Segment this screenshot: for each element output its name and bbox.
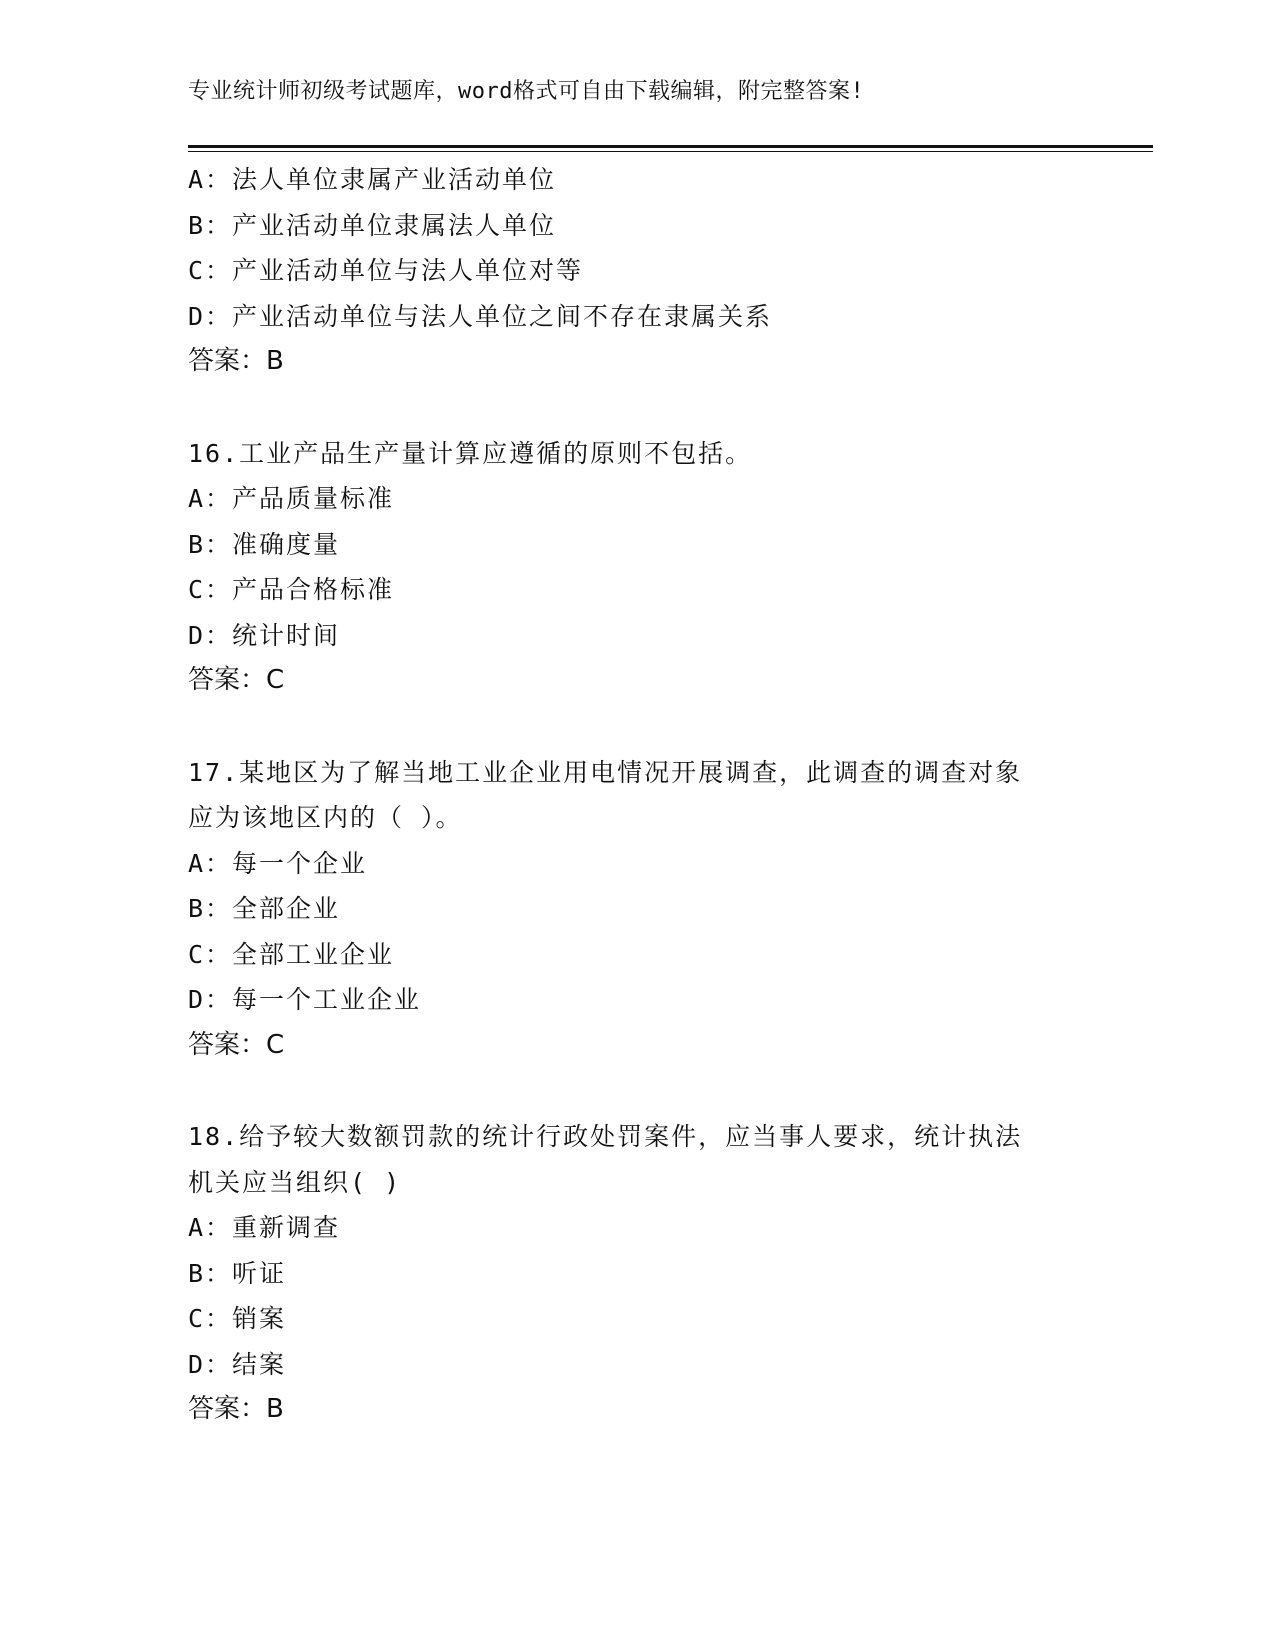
option-d: D：统计时间	[188, 620, 341, 650]
question-block-16	[188, 431, 1088, 704]
option-c: C：产业活动单位与法人单位对等	[188, 256, 584, 285]
option-b: B：听证	[188, 1258, 287, 1288]
option-b: B：产业活动单位隶属法人单位	[188, 210, 557, 240]
question-title-line-1: 17.某地区为了解当地工业企业用电情况开展调查，此调查的调查对象	[188, 757, 1023, 787]
option-a: A：重新调查	[188, 1213, 341, 1242]
question-block-18	[188, 1114, 1088, 1433]
question-title-line-2: 机关应当组织( )	[188, 1167, 402, 1197]
option-a: A：产品质量标准	[188, 484, 395, 513]
option-b: B：全部企业	[188, 894, 341, 923]
question-title-line-2: 应为该地区内的（ ）。	[188, 803, 463, 832]
spacer	[188, 385, 1088, 431]
spacer	[188, 1068, 1088, 1114]
answer-line: 答案：B	[188, 346, 284, 376]
question-title-line-1: 18.给予较大数额罚款的统计行政处罚案件，应当事人要求，统计执法	[188, 1122, 1023, 1151]
answer-line: 答案：C	[188, 1029, 285, 1060]
option-c: C：全部工业企业	[188, 939, 395, 969]
question-block-15	[188, 157, 1088, 385]
answer-line: 答案：C	[188, 665, 285, 695]
header-rule-thick	[188, 145, 1153, 148]
option-a: A：法人单位隶属产业活动单位	[188, 165, 557, 194]
option-b: B：准确度量	[188, 529, 341, 559]
option-a: A：每一个企业	[188, 848, 368, 878]
answer-line: 答案：B	[188, 1394, 284, 1424]
question-block-17	[188, 750, 1088, 1069]
page-header: 专业统计师初级考试题库，word格式可自由下载编辑，附完整答案!	[188, 79, 865, 104]
option-c: C：销案	[188, 1304, 287, 1333]
spacer	[188, 704, 1088, 750]
option-d: D：每一个工业企业	[188, 985, 422, 1014]
question-title: 16.工业产品生产量计算应遵循的原则不包括。	[188, 438, 753, 468]
option-d: D：结案	[188, 1349, 287, 1379]
header-rule-thin	[188, 151, 1153, 152]
question-list	[188, 157, 1088, 1433]
option-d: D：产业活动单位与法人单位之间不存在隶属关系	[188, 301, 773, 331]
option-c: C：产品合格标准	[188, 575, 395, 604]
